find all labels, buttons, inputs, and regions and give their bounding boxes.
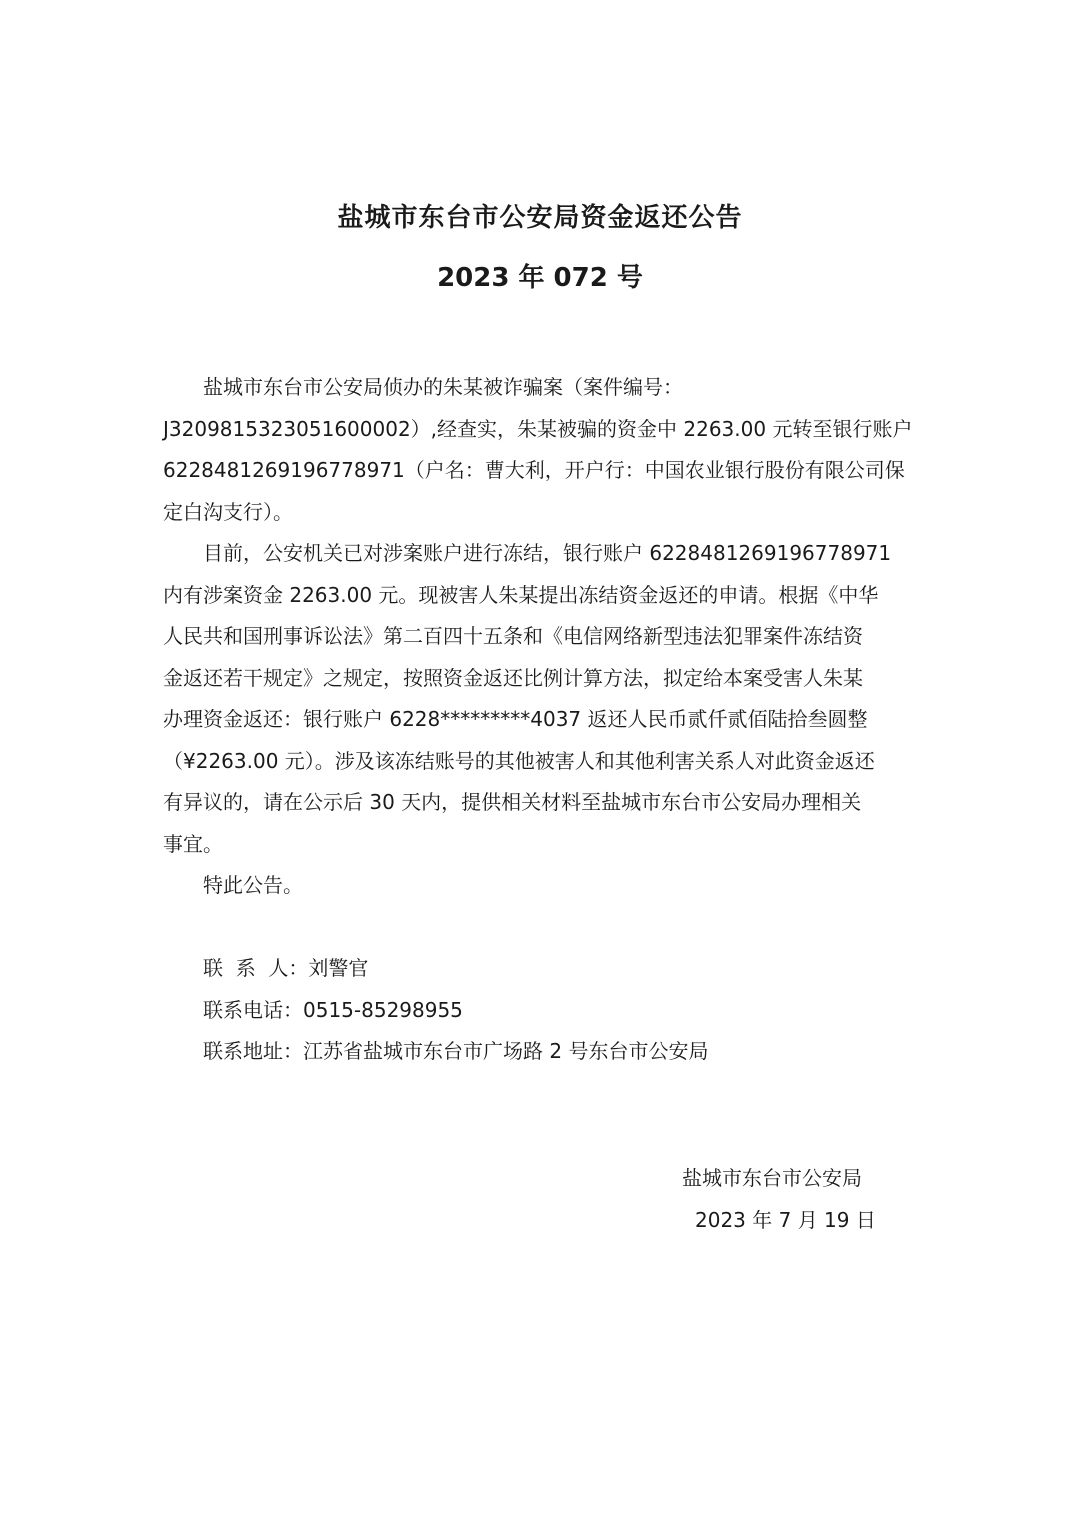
paragraph-line: 金返还若干规定》之规定，按照资金返还比例计算方法，拟定给本案受害人朱某 (163, 665, 863, 690)
page-title: 盐城市东台市公安局资金返还公告 (337, 203, 743, 233)
paragraph-line: 内有涉案资金 2263.00 元。现被害人朱某提出冻结资金返还的申请。根据《中华 (163, 582, 879, 607)
paragraph-refund-details (163, 533, 923, 865)
paragraph-line: 有异议的，请在公示后 30 天内，提供相关材料至盐城市东台市公安局办理相关 (163, 790, 862, 814)
signature-block (682, 1158, 876, 1241)
paragraph-line: 目前，公安机关已对涉案账户进行冻结，银行账户 6228481269196778971 (203, 541, 892, 565)
paragraph-line: 办理资金返还：银行账户 6228*********4037 返还人民币贰仟贰佰陆拾叁圆整 (163, 707, 868, 731)
contact-phone: 联系电话：0515-85298955 (203, 997, 463, 1022)
notice-body (163, 367, 923, 907)
paragraph-line: （¥2263.00 元）。涉及该冻结账号的其他被害人和其他利害关系人对此资金返还 (163, 748, 875, 773)
paragraph-line: 6228481269196778971（户名：曹大利，开户行：中国农业银行股份有限公司保 (163, 458, 905, 482)
paragraph-line: 事宜。 (163, 831, 223, 856)
contact-address: 联系地址：江苏省盐城市东台市广场路 2 号东台市公安局 (203, 1039, 709, 1063)
paragraph-line: 定白沟支行）。 (163, 499, 293, 524)
contact-info (203, 948, 708, 1073)
paragraph-line: 人民共和国刑事诉讼法》第二百四十五条和《电信网络新型违法犯罪案件冻结资 (163, 624, 863, 648)
paragraph-line: J3209815323051600002）,经查实，朱某被骗的资金中 2263.00 元转至银行账户 (163, 416, 913, 441)
paragraph-case-details (163, 367, 923, 533)
paragraph-line: 盐城市东台市公安局侦办的朱某被诈骗案（案件编号： (203, 375, 683, 399)
issuing-organization: 盐城市东台市公安局 (682, 1166, 862, 1190)
contact-person: 联 系 人：刘警官 (203, 956, 369, 980)
issue-date: 2023 年 7 月 19 日 (695, 1207, 876, 1232)
closing-statement: 特此公告。 (203, 873, 303, 897)
document-number: 2023 年 072 号 (437, 263, 643, 293)
